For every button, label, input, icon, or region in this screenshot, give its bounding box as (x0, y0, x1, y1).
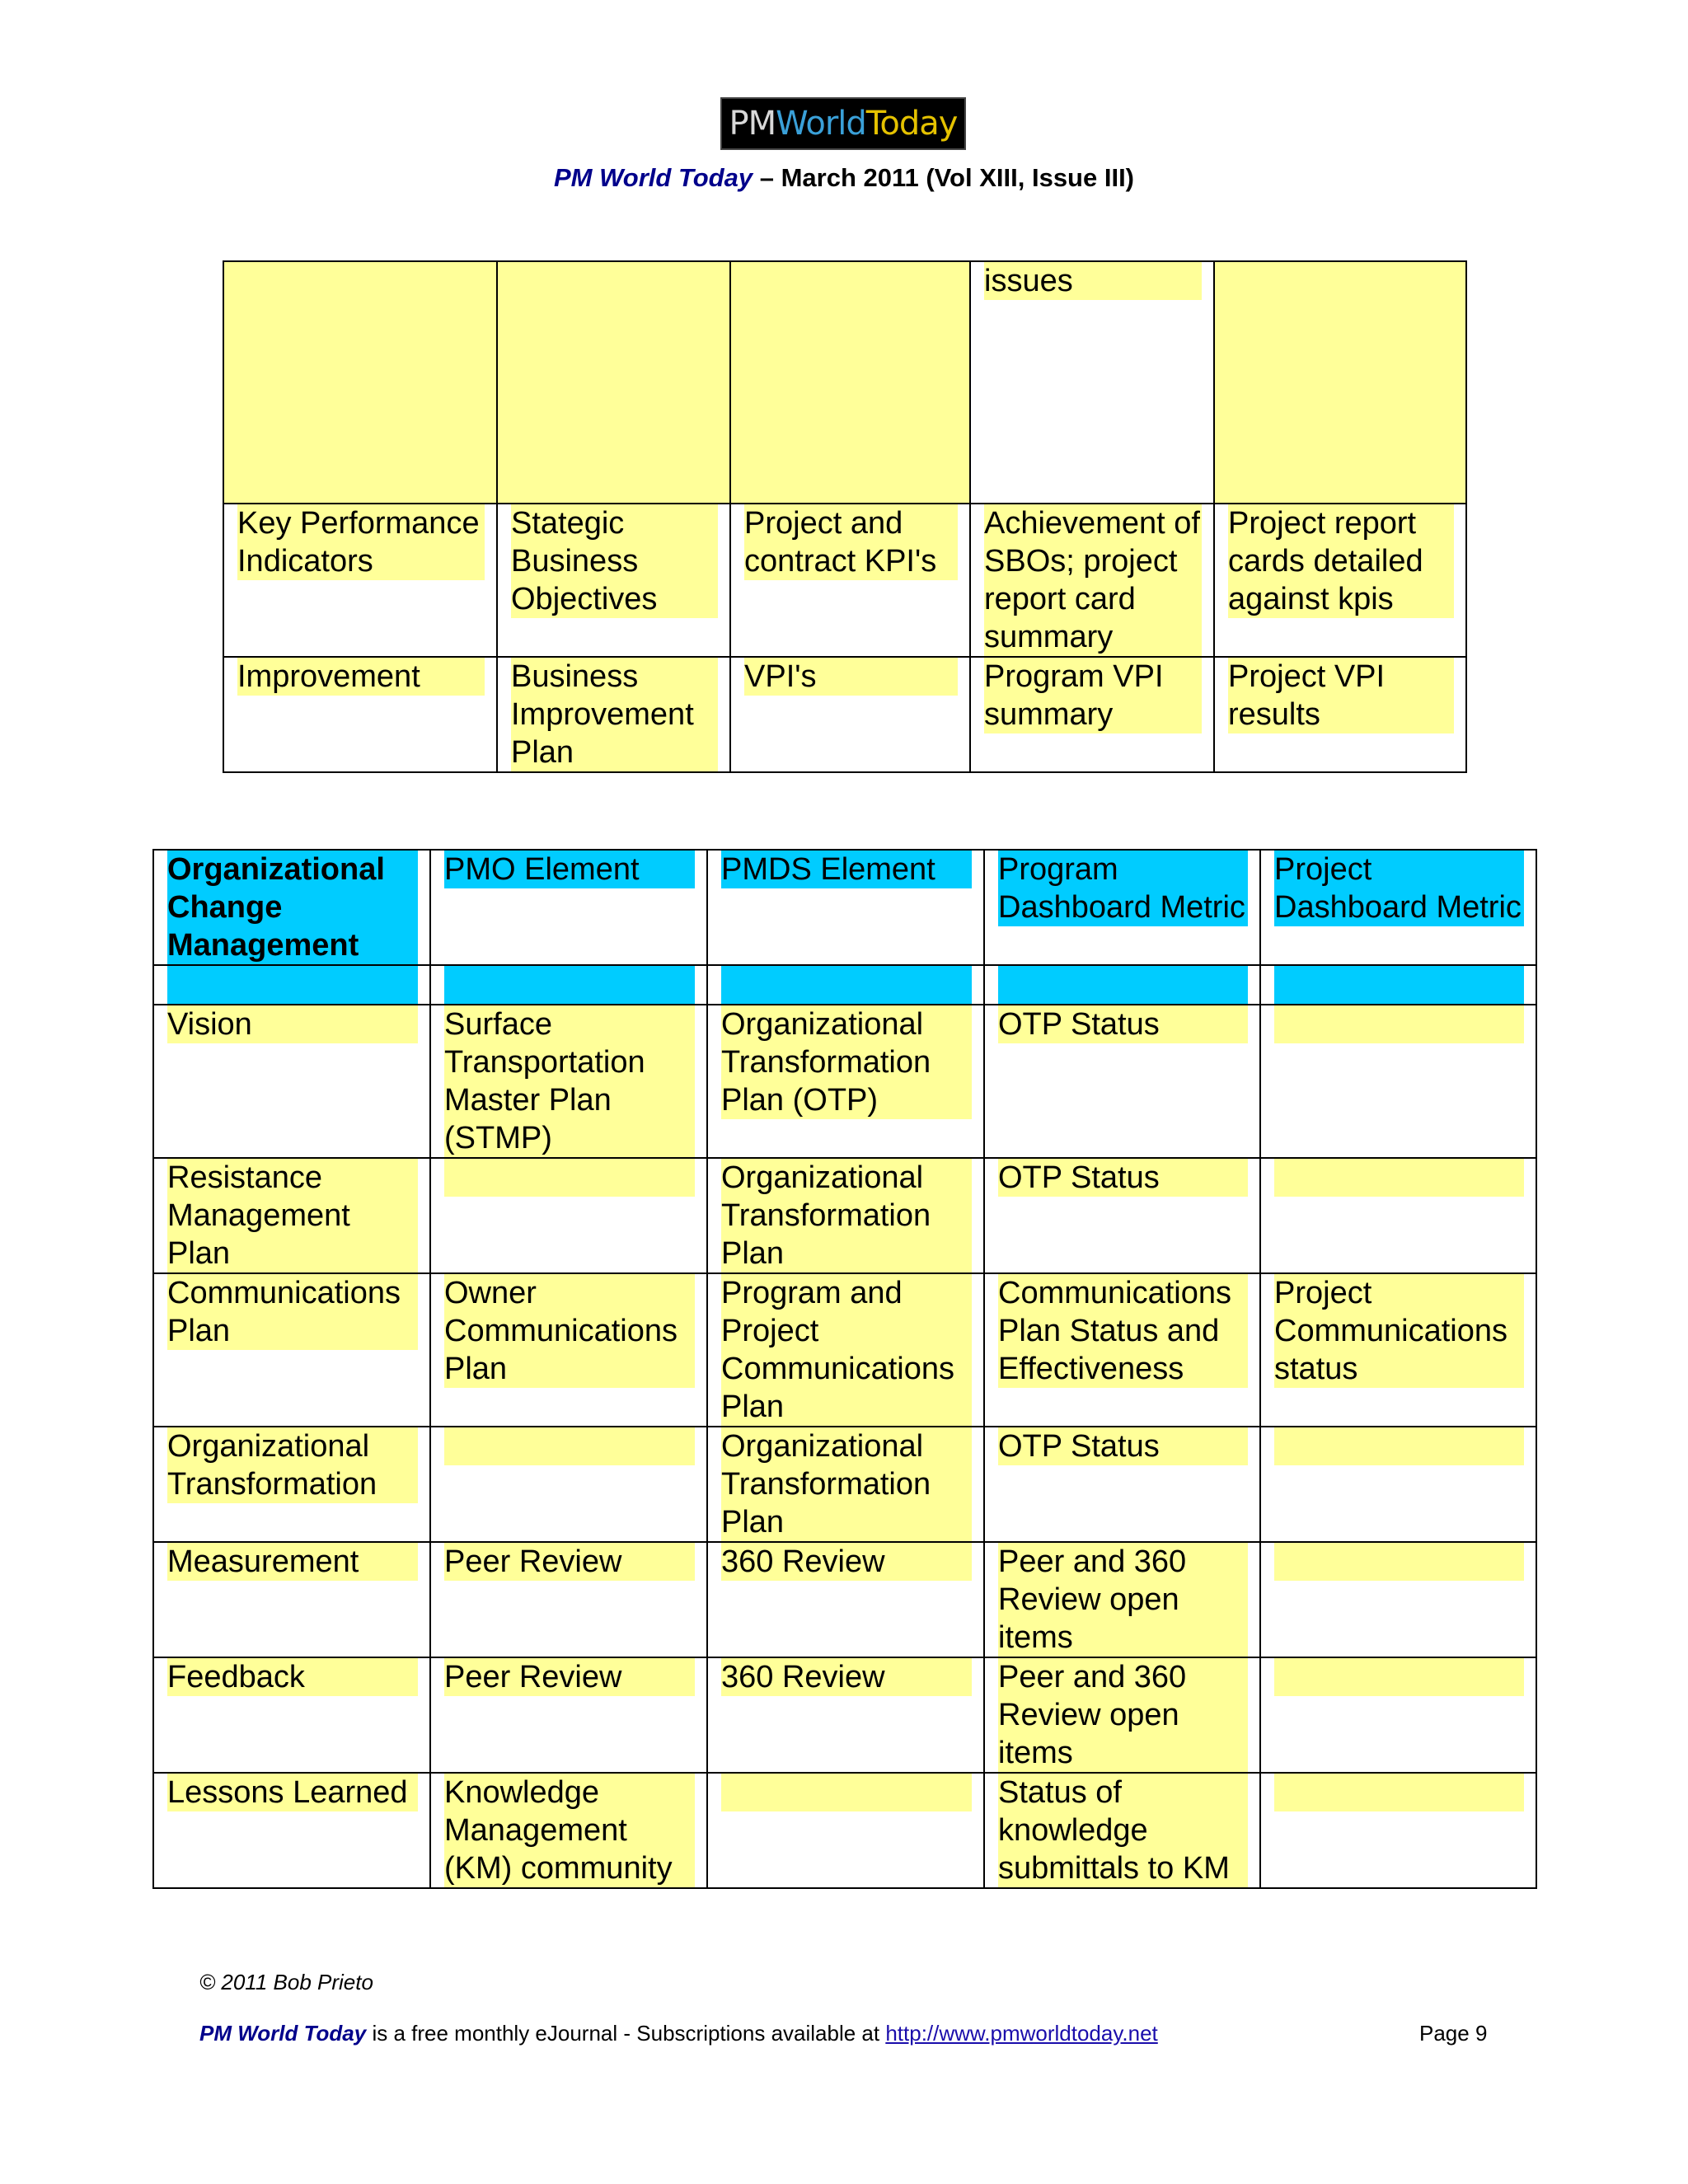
table-cell (984, 1427, 1260, 1542)
cell-highlight (1274, 966, 1524, 1004)
table-cell (430, 1158, 707, 1273)
cell-text: Project VPI results (1228, 658, 1454, 733)
table-cell (707, 1273, 984, 1427)
header-text: PMDS Element (721, 851, 972, 888)
table-cell (970, 657, 1214, 772)
pm-world-today-logo (720, 97, 966, 150)
table-cell (1214, 657, 1466, 772)
table-header-row (153, 850, 1536, 965)
cell-text: Peer and 360 Review open items (998, 1658, 1248, 1772)
table-header-cell (430, 850, 707, 965)
table-cell (1260, 1005, 1536, 1158)
cell-text: Surface Transportation Master Plan (STMP) (444, 1005, 695, 1157)
cell-text: Stategic Business Objectives (511, 504, 718, 618)
cell-text: Organizational Transformation Plan (721, 1159, 972, 1272)
table-cell (1260, 1427, 1536, 1542)
cell-highlight (1274, 1543, 1524, 1581)
cell-text: Peer Review (444, 1543, 695, 1581)
cell-text: Achievement of SBOs; project report card summary (984, 504, 1202, 656)
kpi-table (223, 260, 1467, 773)
table-cell (1260, 965, 1536, 1005)
cell-text: Lessons Learned (167, 1774, 418, 1811)
table-cell (984, 1273, 1260, 1427)
table-cell (153, 1427, 430, 1542)
table-header-cell (984, 850, 1260, 965)
cell-highlight (444, 1427, 695, 1465)
table-cell (707, 1773, 984, 1888)
cell-highlight (1274, 1005, 1524, 1043)
subscription-link[interactable]: http://www.pmworldtoday.net (885, 2021, 1158, 2046)
cell-highlight (444, 966, 695, 1004)
logo-text-world: World (776, 105, 866, 143)
table-cell (707, 1005, 984, 1158)
table-row (153, 1158, 1536, 1273)
table-cell (707, 965, 984, 1005)
table-row (223, 504, 1466, 657)
table-cell (1260, 1657, 1536, 1773)
table-cell (430, 965, 707, 1005)
cell-highlight (1274, 1159, 1524, 1197)
cell-text: Vision (167, 1005, 418, 1043)
header-publication: PM World Today (553, 163, 753, 192)
table-row (153, 965, 1536, 1005)
table-cell (430, 1273, 707, 1427)
cell-text: Organizational Transformation (167, 1427, 418, 1503)
cell-text: Knowledge Management (KM) community (444, 1774, 695, 1887)
table-row (153, 1427, 1536, 1542)
table-cell (1260, 1273, 1536, 1427)
cell-text: Feedback (167, 1658, 418, 1696)
page-footer (199, 2021, 1492, 2046)
table-cell (707, 1158, 984, 1273)
cell-text: issues (984, 262, 1202, 300)
cell-text: Organizational Transformation Plan (721, 1427, 972, 1541)
cell-highlight (167, 966, 418, 1004)
table-cell (153, 1773, 430, 1888)
table-row (153, 1773, 1536, 1888)
table-cell (707, 1657, 984, 1773)
cell-text: Program and Project Communications Plan (721, 1274, 972, 1426)
table-cell (707, 1427, 984, 1542)
table-cell (970, 261, 1214, 504)
table-cell (153, 1158, 430, 1273)
cell-text: Project report cards detailed against kpis (1228, 504, 1454, 618)
cell-text: OTP Status (998, 1005, 1248, 1043)
table-cell (970, 504, 1214, 657)
table-cell (223, 261, 497, 504)
table-cell (984, 1005, 1260, 1158)
cell-text: Communications Plan Status and Effectiveness (998, 1274, 1248, 1388)
footer-text: is a free monthly eJournal - Subscriptions available at (366, 2021, 886, 2046)
table-cell (223, 657, 497, 772)
cell-text: Peer and 360 Review open items (998, 1543, 1248, 1657)
table-header-cell (1260, 850, 1536, 965)
page-header (0, 163, 1688, 193)
table-cell (497, 504, 730, 657)
table-cell (430, 1542, 707, 1657)
table-header-cell (153, 850, 430, 965)
cell-text: Program VPI summary (984, 658, 1202, 733)
table-cell (1214, 261, 1466, 504)
table-cell (153, 965, 430, 1005)
cell-highlight (998, 966, 1248, 1004)
cell-text: Organizational Transformation Plan (OTP) (721, 1005, 972, 1119)
table-cell (430, 1657, 707, 1773)
table-cell (730, 504, 970, 657)
footer-publication: PM World Today (199, 2021, 367, 2046)
cell-text: VPI's (744, 658, 958, 696)
table-cell (153, 1657, 430, 1773)
cell-text: OTP Status (998, 1159, 1248, 1197)
cell-text: 360 Review (721, 1658, 972, 1696)
logo-text-today: Today (865, 105, 958, 143)
table-row (223, 261, 1466, 504)
table-cell (497, 657, 730, 772)
org-change-table (152, 849, 1537, 1889)
table-cell (730, 657, 970, 772)
cell-highlight (1274, 1774, 1524, 1811)
cell-highlight (721, 1774, 972, 1811)
copyright-notice: © 2011 Bob Prieto (199, 1970, 373, 1994)
table-row (153, 1542, 1536, 1657)
cell-text: Owner Communications Plan (444, 1274, 695, 1388)
table-cell (1214, 504, 1466, 657)
cell-highlight (721, 966, 972, 1004)
table-cell (1260, 1773, 1536, 1888)
table-cell (707, 1542, 984, 1657)
cell-text: OTP Status (998, 1427, 1248, 1465)
table-cell (430, 1427, 707, 1542)
cell-highlight (1274, 1427, 1524, 1465)
cell-text: Communications Plan (167, 1274, 418, 1350)
cell-text: Resistance Management Plan (167, 1159, 418, 1272)
table-cell (153, 1273, 430, 1427)
table-cell (153, 1542, 430, 1657)
cell-text: Key Performance Indicators (237, 504, 485, 580)
table-cell (984, 1657, 1260, 1773)
cell-highlight (1274, 1658, 1524, 1696)
table-cell (984, 1773, 1260, 1888)
table-header-cell (707, 850, 984, 965)
header-issue: – March 2011 (Vol XIII, Issue III) (753, 163, 1135, 192)
table-cell (984, 1542, 1260, 1657)
cell-text: Improvement (237, 658, 485, 696)
table-row (153, 1657, 1536, 1773)
table-cell (1260, 1542, 1536, 1657)
table-cell (430, 1005, 707, 1158)
table-cell (984, 1158, 1260, 1273)
table-cell (430, 1773, 707, 1888)
cell-text: Status of knowledge submittals to KM (998, 1774, 1248, 1887)
cell-text: Project Communications status (1274, 1274, 1524, 1388)
table-row (223, 657, 1466, 772)
cell-text: Business Improvement Plan (511, 658, 718, 771)
logo-text-pm: PM (729, 105, 776, 143)
table-cell (153, 1005, 430, 1158)
header-text: Project Dashboard Metric (1274, 851, 1524, 926)
page-number: Page 9 (1419, 2021, 1488, 2046)
table-cell (223, 504, 497, 657)
header-text: Organizational Change Management (167, 851, 418, 964)
table-cell (984, 965, 1260, 1005)
cell-text: Project and contract KPI's (744, 504, 958, 580)
header-text: PMO Element (444, 851, 695, 888)
cell-text: Peer Review (444, 1658, 695, 1696)
header-text: Program Dashboard Metric (998, 851, 1248, 926)
cell-highlight (444, 1159, 695, 1197)
cell-text: 360 Review (721, 1543, 972, 1581)
table-row (153, 1005, 1536, 1158)
table-row (153, 1273, 1536, 1427)
cell-text: Measurement (167, 1543, 418, 1581)
table-cell (497, 261, 730, 504)
table-cell (730, 261, 970, 504)
table-cell (1260, 1158, 1536, 1273)
